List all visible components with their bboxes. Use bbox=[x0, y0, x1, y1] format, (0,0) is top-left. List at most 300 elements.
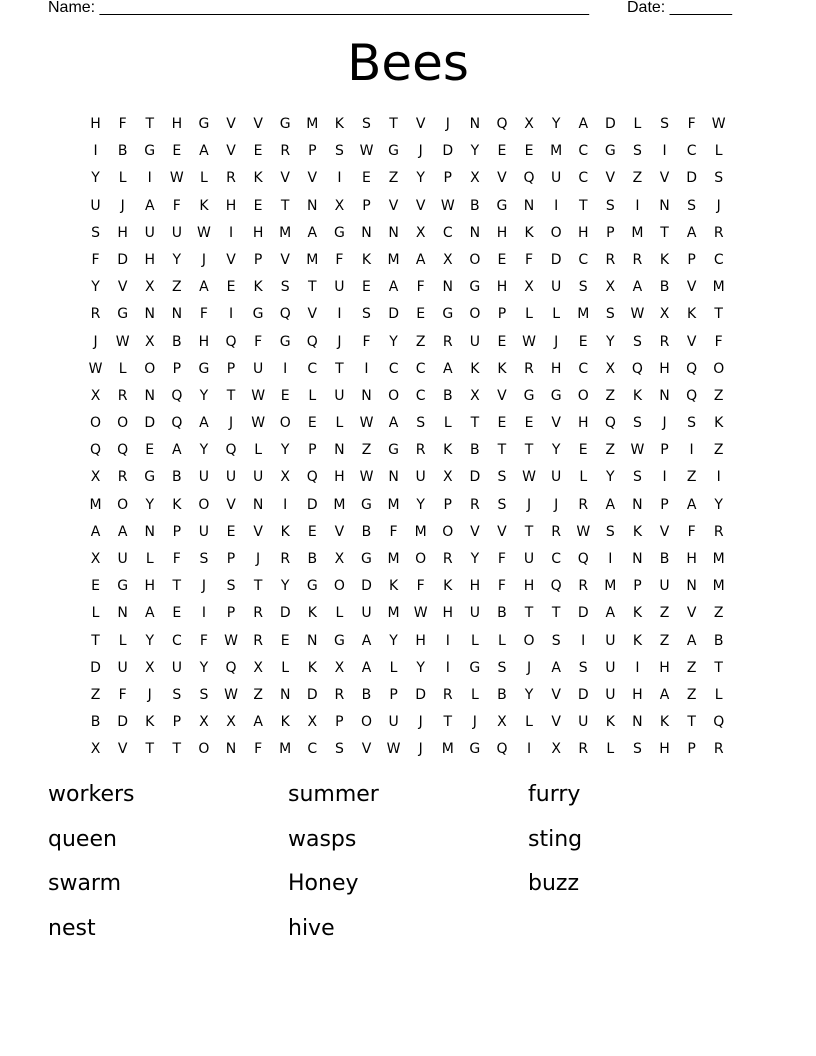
grid-letter[interactable]: A bbox=[686, 632, 697, 649]
grid-letter[interactable]: F bbox=[172, 551, 181, 567]
grid-letter[interactable]: U bbox=[469, 605, 480, 622]
grid-letter[interactable]: U bbox=[225, 469, 237, 486]
grid-letter[interactable]: S bbox=[199, 686, 209, 703]
grid-letter[interactable]: O bbox=[577, 387, 589, 404]
grid-letter[interactable]: S bbox=[280, 279, 290, 296]
grid-letter[interactable]: G bbox=[198, 360, 210, 377]
grid-letter[interactable]: W bbox=[88, 360, 103, 377]
grid-letter[interactable]: K bbox=[307, 605, 317, 622]
grid-letter[interactable]: U bbox=[198, 469, 210, 486]
grid-letter[interactable]: X bbox=[144, 333, 155, 350]
grid-letter[interactable]: V bbox=[361, 741, 372, 758]
grid-letter[interactable]: I bbox=[283, 360, 288, 377]
grid-letter[interactable]: U bbox=[605, 686, 616, 703]
grid-letter[interactable]: A bbox=[686, 224, 697, 241]
grid-letter[interactable]: N bbox=[171, 306, 183, 323]
grid-letter[interactable]: S bbox=[91, 224, 100, 241]
grid-letter[interactable]: V bbox=[334, 523, 345, 540]
grid-letter[interactable]: W bbox=[224, 686, 238, 703]
grid-letter[interactable]: J bbox=[716, 197, 721, 214]
grid-letter[interactable]: T bbox=[253, 578, 263, 595]
grid-letter[interactable]: L bbox=[579, 469, 588, 486]
grid-letter[interactable]: T bbox=[172, 578, 182, 595]
grid-letter[interactable]: H bbox=[144, 578, 155, 595]
grid-letter[interactable]: B bbox=[713, 632, 724, 649]
grid-letter[interactable]: P bbox=[172, 714, 182, 731]
grid-letter[interactable]: U bbox=[388, 714, 399, 731]
grid-letter[interactable]: A bbox=[361, 632, 372, 649]
grid-letter[interactable]: G bbox=[469, 741, 481, 758]
grid-letter[interactable]: U bbox=[171, 659, 182, 676]
grid-letter[interactable]: N bbox=[361, 224, 372, 241]
grid-letter[interactable]: P bbox=[362, 197, 371, 214]
grid-letter[interactable]: D bbox=[686, 170, 697, 187]
grid-letter[interactable]: L bbox=[498, 632, 506, 649]
grid-letter[interactable]: J bbox=[418, 741, 423, 758]
grid-letter[interactable]: R bbox=[713, 224, 724, 241]
grid-letter[interactable]: T bbox=[524, 523, 534, 540]
grid-letter[interactable]: E bbox=[578, 333, 588, 350]
grid-letter[interactable]: D bbox=[279, 605, 291, 622]
grid-letter[interactable]: F bbox=[362, 333, 371, 350]
grid-letter[interactable]: H bbox=[90, 116, 101, 132]
grid-letter[interactable]: V bbox=[497, 170, 507, 187]
grid-letter[interactable]: X bbox=[90, 551, 101, 567]
grid-letter[interactable]: Y bbox=[470, 143, 480, 160]
grid-letter[interactable]: D bbox=[388, 306, 399, 323]
grid-letter[interactable]: P bbox=[172, 523, 182, 540]
grid-letter[interactable]: F bbox=[118, 116, 127, 132]
grid-letter[interactable]: F bbox=[199, 306, 208, 323]
grid-letter[interactable]: S bbox=[199, 551, 209, 567]
grid-letter[interactable]: P bbox=[308, 143, 317, 160]
grid-letter[interactable]: K bbox=[605, 714, 615, 731]
grid-letter[interactable]: Z bbox=[361, 442, 372, 459]
grid-letter[interactable]: Y bbox=[524, 686, 534, 703]
grid-letter[interactable]: K bbox=[361, 251, 372, 268]
grid-letter[interactable]: C bbox=[551, 551, 562, 567]
grid-letter[interactable]: F bbox=[91, 251, 100, 268]
grid-letter[interactable]: N bbox=[632, 714, 643, 731]
grid-letter[interactable]: S bbox=[605, 197, 615, 214]
grid-letter[interactable]: N bbox=[252, 496, 264, 513]
grid-letter[interactable]: J bbox=[662, 415, 667, 432]
grid-letter[interactable]: K bbox=[659, 251, 670, 268]
grid-letter[interactable]: V bbox=[686, 605, 697, 622]
grid-letter[interactable]: Q bbox=[225, 442, 237, 459]
grid-letter[interactable]: H bbox=[117, 224, 128, 241]
grid-letter[interactable]: F bbox=[525, 251, 534, 268]
grid-letter[interactable]: L bbox=[525, 306, 533, 323]
grid-letter[interactable]: D bbox=[306, 496, 318, 513]
grid-letter[interactable]: X bbox=[144, 659, 155, 676]
grid-letter[interactable]: T bbox=[335, 360, 344, 377]
grid-letter[interactable]: S bbox=[714, 170, 724, 187]
grid-letter[interactable]: U bbox=[469, 333, 480, 350]
grid-letter[interactable]: M bbox=[387, 251, 400, 268]
grid-letter[interactable]: C bbox=[307, 360, 318, 377]
grid-letter[interactable]: R bbox=[117, 469, 128, 486]
grid-letter[interactable]: Q bbox=[577, 551, 589, 567]
grid-letter[interactable]: J bbox=[201, 251, 206, 268]
grid-letter[interactable]: L bbox=[118, 632, 127, 649]
grid-letter[interactable]: K bbox=[145, 714, 155, 731]
grid-letter[interactable]: K bbox=[253, 170, 263, 187]
grid-letter[interactable]: B bbox=[361, 523, 372, 540]
grid-letter[interactable]: N bbox=[144, 523, 155, 540]
grid-letter[interactable]: U bbox=[144, 224, 155, 241]
grid-letter[interactable]: J bbox=[472, 714, 477, 731]
grid-letter[interactable]: N bbox=[388, 224, 399, 241]
grid-letter[interactable]: J bbox=[93, 333, 98, 350]
grid-letter[interactable]: H bbox=[577, 415, 589, 432]
grid-letter[interactable]: O bbox=[469, 251, 481, 268]
grid-letter[interactable]: V bbox=[117, 741, 128, 758]
grid-letter[interactable]: K bbox=[280, 523, 290, 540]
grid-letter[interactable]: X bbox=[280, 469, 290, 486]
grid-letter[interactable]: P bbox=[633, 578, 642, 595]
grid-letter[interactable]: A bbox=[144, 197, 155, 214]
grid-letter[interactable]: T bbox=[524, 442, 534, 459]
grid-letter[interactable]: U bbox=[415, 469, 426, 486]
grid-letter[interactable]: T bbox=[145, 741, 155, 758]
grid-letter[interactable]: K bbox=[659, 714, 670, 731]
grid-letter[interactable]: N bbox=[632, 496, 643, 513]
grid-letter[interactable]: S bbox=[578, 279, 588, 296]
grid-letter[interactable]: D bbox=[306, 686, 318, 703]
grid-letter[interactable]: B bbox=[361, 686, 372, 703]
grid-letter[interactable]: M bbox=[387, 496, 400, 513]
grid-letter[interactable]: H bbox=[577, 224, 589, 241]
grid-letter[interactable]: P bbox=[660, 496, 669, 513]
grid-letter[interactable]: N bbox=[632, 551, 643, 567]
grid-letter[interactable]: K bbox=[632, 387, 643, 404]
grid-letter[interactable]: M bbox=[387, 551, 400, 567]
grid-letter[interactable]: D bbox=[415, 686, 427, 703]
grid-letter[interactable]: L bbox=[145, 551, 154, 567]
grid-letter[interactable]: F bbox=[687, 116, 696, 132]
grid-letter[interactable]: P bbox=[389, 686, 398, 703]
grid-letter[interactable]: I bbox=[337, 306, 342, 323]
grid-letter[interactable]: W bbox=[440, 197, 455, 214]
grid-letter[interactable]: E bbox=[253, 143, 263, 160]
grid-letter[interactable]: W bbox=[630, 306, 645, 323]
grid-letter[interactable]: Y bbox=[389, 632, 398, 649]
grid-letter[interactable]: X bbox=[90, 741, 101, 758]
grid-letter[interactable]: T bbox=[145, 116, 155, 132]
grid-letter[interactable]: Z bbox=[659, 605, 670, 622]
grid-letter[interactable]: E bbox=[226, 279, 236, 296]
grid-letter[interactable]: A bbox=[144, 605, 155, 622]
grid-letter[interactable]: O bbox=[469, 306, 481, 323]
grid-letter[interactable]: E bbox=[578, 442, 588, 459]
grid-letter[interactable]: Q bbox=[117, 442, 129, 459]
grid-letter[interactable]: V bbox=[686, 279, 697, 296]
grid-letter[interactable]: X bbox=[470, 170, 480, 187]
grid-letter[interactable]: V bbox=[551, 415, 561, 432]
grid-letter[interactable]: V bbox=[307, 170, 318, 187]
grid-letter[interactable]: M bbox=[550, 143, 563, 160]
grid-letter[interactable]: B bbox=[659, 551, 670, 567]
grid-letter[interactable]: Y bbox=[606, 469, 615, 486]
grid-letter[interactable]: T bbox=[443, 714, 453, 731]
grid-letter[interactable]: C bbox=[578, 143, 589, 160]
grid-letter[interactable]: Q bbox=[225, 659, 237, 676]
grid-letter[interactable]: G bbox=[361, 496, 372, 513]
grid-letter[interactable]: X bbox=[524, 279, 534, 296]
grid-letter[interactable]: X bbox=[226, 714, 236, 731]
grid-letter[interactable]: K bbox=[388, 578, 399, 595]
grid-letter[interactable]: F bbox=[118, 686, 127, 703]
grid-letter[interactable]: B bbox=[172, 469, 182, 486]
grid-letter[interactable]: V bbox=[280, 251, 290, 268]
grid-letter[interactable]: I bbox=[228, 224, 234, 241]
grid-letter[interactable]: I bbox=[635, 197, 640, 214]
grid-letter[interactable]: V bbox=[226, 143, 236, 160]
grid-letter[interactable]: X bbox=[551, 741, 561, 758]
grid-letter[interactable]: L bbox=[335, 415, 344, 432]
grid-letter[interactable]: U bbox=[361, 605, 372, 622]
grid-letter[interactable]: R bbox=[713, 523, 724, 540]
grid-letter[interactable]: L bbox=[714, 686, 723, 703]
grid-letter[interactable]: T bbox=[524, 605, 534, 622]
grid-letter[interactable]: O bbox=[388, 387, 400, 404]
grid-letter[interactable]: R bbox=[226, 170, 236, 187]
grid-letter[interactable]: N bbox=[334, 442, 345, 459]
grid-letter[interactable]: R bbox=[524, 360, 534, 377]
grid-letter[interactable]: E bbox=[172, 605, 182, 622]
grid-letter[interactable]: Y bbox=[280, 578, 290, 595]
grid-letter[interactable]: N bbox=[442, 279, 453, 296]
grid-letter[interactable]: F bbox=[335, 251, 344, 268]
grid-letter[interactable]: W bbox=[224, 632, 238, 649]
grid-letter[interactable]: E bbox=[172, 143, 182, 160]
grid-letter[interactable]: G bbox=[252, 306, 264, 323]
grid-letter[interactable]: W bbox=[522, 333, 536, 350]
grid-letter[interactable]: C bbox=[307, 741, 318, 758]
grid-letter[interactable]: M bbox=[414, 523, 427, 540]
grid-letter[interactable]: H bbox=[659, 741, 670, 758]
grid-letter[interactable]: U bbox=[551, 279, 562, 296]
grid-letter[interactable]: O bbox=[360, 714, 372, 731]
grid-letter[interactable]: G bbox=[279, 333, 291, 350]
grid-letter[interactable]: O bbox=[198, 741, 210, 758]
grid-letter[interactable]: K bbox=[714, 415, 724, 432]
grid-letter[interactable]: L bbox=[606, 741, 615, 758]
grid-letter[interactable]: P bbox=[226, 360, 236, 377]
grid-letter[interactable]: K bbox=[280, 714, 290, 731]
grid-letter[interactable]: W bbox=[251, 387, 266, 404]
grid-letter[interactable]: S bbox=[362, 306, 371, 323]
grid-letter[interactable]: B bbox=[497, 686, 507, 703]
grid-letter[interactable]: H bbox=[171, 116, 183, 132]
grid-letter[interactable]: L bbox=[470, 686, 479, 703]
grid-letter[interactable]: Z bbox=[605, 387, 616, 404]
grid-letter[interactable]: U bbox=[551, 170, 562, 187]
grid-letter[interactable]: K bbox=[632, 523, 643, 540]
grid-letter[interactable]: Y bbox=[199, 387, 209, 404]
grid-letter[interactable]: Z bbox=[659, 632, 670, 649]
grid-letter[interactable]: V bbox=[497, 523, 507, 540]
grid-letter[interactable]: V bbox=[659, 170, 670, 187]
grid-letter[interactable]: N bbox=[686, 578, 697, 595]
grid-letter[interactable]: U bbox=[523, 551, 535, 567]
grid-letter[interactable]: Q bbox=[496, 116, 508, 132]
grid-letter[interactable]: M bbox=[577, 306, 590, 323]
grid-letter[interactable]: M bbox=[306, 116, 319, 132]
grid-letter[interactable]: P bbox=[308, 442, 317, 459]
grid-letter[interactable]: I bbox=[635, 659, 640, 676]
grid-letter[interactable]: V bbox=[253, 116, 263, 132]
grid-letter[interactable]: I bbox=[283, 496, 288, 513]
grid-letter[interactable]: B bbox=[307, 551, 318, 567]
grid-letter[interactable]: S bbox=[334, 741, 344, 758]
grid-letter[interactable]: H bbox=[334, 469, 345, 486]
grid-letter[interactable]: R bbox=[253, 632, 263, 649]
grid-letter[interactable]: G bbox=[469, 279, 481, 296]
grid-letter[interactable]: G bbox=[279, 116, 291, 132]
grid-letter[interactable]: N bbox=[117, 605, 128, 622]
grid-letter[interactable]: B bbox=[117, 143, 128, 160]
grid-letter[interactable]: D bbox=[577, 605, 589, 622]
grid-letter[interactable]: S bbox=[632, 333, 642, 350]
grid-letter[interactable]: W bbox=[522, 469, 536, 486]
grid-letter[interactable]: I bbox=[228, 306, 234, 323]
grid-letter[interactable]: H bbox=[198, 333, 210, 350]
grid-letter[interactable]: K bbox=[524, 224, 534, 241]
grid-letter[interactable]: A bbox=[388, 415, 399, 432]
grid-letter[interactable]: N bbox=[388, 469, 399, 486]
grid-letter[interactable]: S bbox=[660, 116, 669, 132]
grid-letter[interactable]: M bbox=[441, 741, 454, 758]
grid-letter[interactable]: Z bbox=[253, 686, 263, 703]
grid-letter[interactable]: B bbox=[470, 442, 480, 459]
grid-letter[interactable]: G bbox=[306, 578, 318, 595]
grid-letter[interactable]: Q bbox=[713, 714, 725, 731]
grid-letter[interactable]: U bbox=[659, 578, 670, 595]
grid-letter[interactable]: X bbox=[144, 279, 155, 296]
grid-letter[interactable]: W bbox=[359, 469, 374, 486]
grid-letter[interactable]: A bbox=[388, 279, 399, 296]
grid-letter[interactable]: Y bbox=[389, 333, 398, 350]
grid-letter[interactable]: H bbox=[225, 197, 237, 214]
grid-letter[interactable]: Z bbox=[686, 686, 697, 703]
grid-letter[interactable]: W bbox=[359, 415, 374, 432]
grid-letter[interactable]: X bbox=[415, 224, 426, 241]
grid-letter[interactable]: B bbox=[470, 197, 480, 214]
grid-letter[interactable]: L bbox=[118, 360, 127, 377]
grid-letter[interactable]: H bbox=[659, 360, 670, 377]
grid-letter[interactable]: L bbox=[552, 306, 561, 323]
grid-letter[interactable]: E bbox=[497, 415, 507, 432]
grid-letter[interactable]: J bbox=[445, 116, 450, 132]
grid-letter[interactable]: A bbox=[659, 686, 670, 703]
grid-letter[interactable]: E bbox=[524, 143, 534, 160]
grid-letter[interactable]: R bbox=[632, 251, 643, 268]
grid-letter[interactable]: N bbox=[523, 197, 535, 214]
grid-letter[interactable]: Q bbox=[171, 387, 183, 404]
grid-letter[interactable]: M bbox=[333, 496, 346, 513]
grid-letter[interactable]: L bbox=[443, 415, 452, 432]
grid-letter[interactable]: R bbox=[713, 741, 724, 758]
grid-letter[interactable]: G bbox=[496, 197, 508, 214]
grid-letter[interactable]: N bbox=[659, 197, 670, 214]
grid-letter[interactable]: W bbox=[251, 415, 266, 432]
grid-letter[interactable]: U bbox=[252, 469, 264, 486]
grid-letter[interactable]: W bbox=[711, 116, 726, 132]
grid-letter[interactable]: J bbox=[228, 415, 234, 432]
grid-letter[interactable]: E bbox=[362, 279, 371, 296]
grid-letter[interactable]: R bbox=[280, 551, 291, 567]
grid-letter[interactable]: V bbox=[551, 714, 561, 731]
grid-letter[interactable]: N bbox=[469, 116, 481, 132]
grid-letter[interactable]: V bbox=[226, 496, 236, 513]
grid-letter[interactable]: T bbox=[308, 279, 317, 296]
grid-letter[interactable]: H bbox=[415, 632, 426, 649]
grid-letter[interactable]: A bbox=[578, 116, 589, 132]
grid-letter[interactable]: T bbox=[714, 659, 723, 676]
grid-letter[interactable]: G bbox=[388, 442, 399, 459]
grid-letter[interactable]: A bbox=[632, 279, 643, 296]
grid-letter[interactable]: F bbox=[172, 197, 181, 214]
grid-letter[interactable]: K bbox=[199, 197, 209, 214]
grid-letter[interactable]: R bbox=[659, 333, 670, 350]
grid-letter[interactable]: J bbox=[120, 197, 125, 214]
grid-letter[interactable]: P bbox=[443, 496, 452, 513]
grid-letter[interactable]: M bbox=[712, 578, 725, 595]
grid-letter[interactable]: C bbox=[415, 387, 426, 404]
grid-letter[interactable]: F bbox=[416, 279, 425, 296]
grid-letter[interactable]: J bbox=[418, 714, 423, 731]
grid-letter[interactable]: Q bbox=[523, 170, 535, 187]
grid-letter[interactable]: T bbox=[714, 306, 723, 323]
grid-letter[interactable]: X bbox=[90, 469, 101, 486]
grid-letter[interactable]: X bbox=[253, 659, 263, 676]
grid-letter[interactable]: I bbox=[364, 360, 369, 377]
grid-letter[interactable]: F bbox=[389, 523, 398, 540]
grid-letter[interactable]: X bbox=[334, 659, 345, 676]
grid-letter[interactable]: R bbox=[415, 442, 426, 459]
grid-letter[interactable]: D bbox=[442, 143, 454, 160]
grid-letter[interactable]: F bbox=[497, 578, 506, 595]
grid-letter[interactable]: J bbox=[554, 333, 559, 350]
grid-letter[interactable]: W bbox=[386, 741, 401, 758]
grid-letter[interactable]: Q bbox=[279, 306, 291, 323]
grid-letter[interactable]: M bbox=[631, 224, 644, 241]
grid-letter[interactable]: N bbox=[361, 387, 372, 404]
grid-letter[interactable]: S bbox=[578, 659, 588, 676]
grid-letter[interactable]: X bbox=[605, 279, 616, 296]
grid-letter[interactable]: K bbox=[470, 360, 480, 377]
grid-letter[interactable]: I bbox=[445, 659, 450, 676]
grid-letter[interactable]: G bbox=[117, 306, 129, 323]
grid-letter[interactable]: J bbox=[554, 496, 559, 513]
grid-letter[interactable]: C bbox=[388, 360, 399, 377]
grid-letter[interactable]: O bbox=[198, 496, 210, 513]
grid-letter[interactable]: I bbox=[716, 469, 721, 486]
grid-letter[interactable]: O bbox=[117, 496, 129, 513]
grid-letter[interactable]: Y bbox=[416, 659, 425, 676]
grid-letter[interactable]: N bbox=[469, 224, 481, 241]
grid-letter[interactable]: K bbox=[632, 605, 643, 622]
grid-letter[interactable]: Q bbox=[306, 469, 318, 486]
grid-letter[interactable]: K bbox=[253, 279, 263, 296]
grid-letter[interactable]: X bbox=[199, 714, 209, 731]
grid-letter[interactable]: S bbox=[632, 415, 642, 432]
grid-letter[interactable]: V bbox=[226, 116, 236, 132]
grid-letter[interactable]: U bbox=[90, 197, 101, 214]
grid-letter[interactable]: X bbox=[497, 714, 507, 731]
